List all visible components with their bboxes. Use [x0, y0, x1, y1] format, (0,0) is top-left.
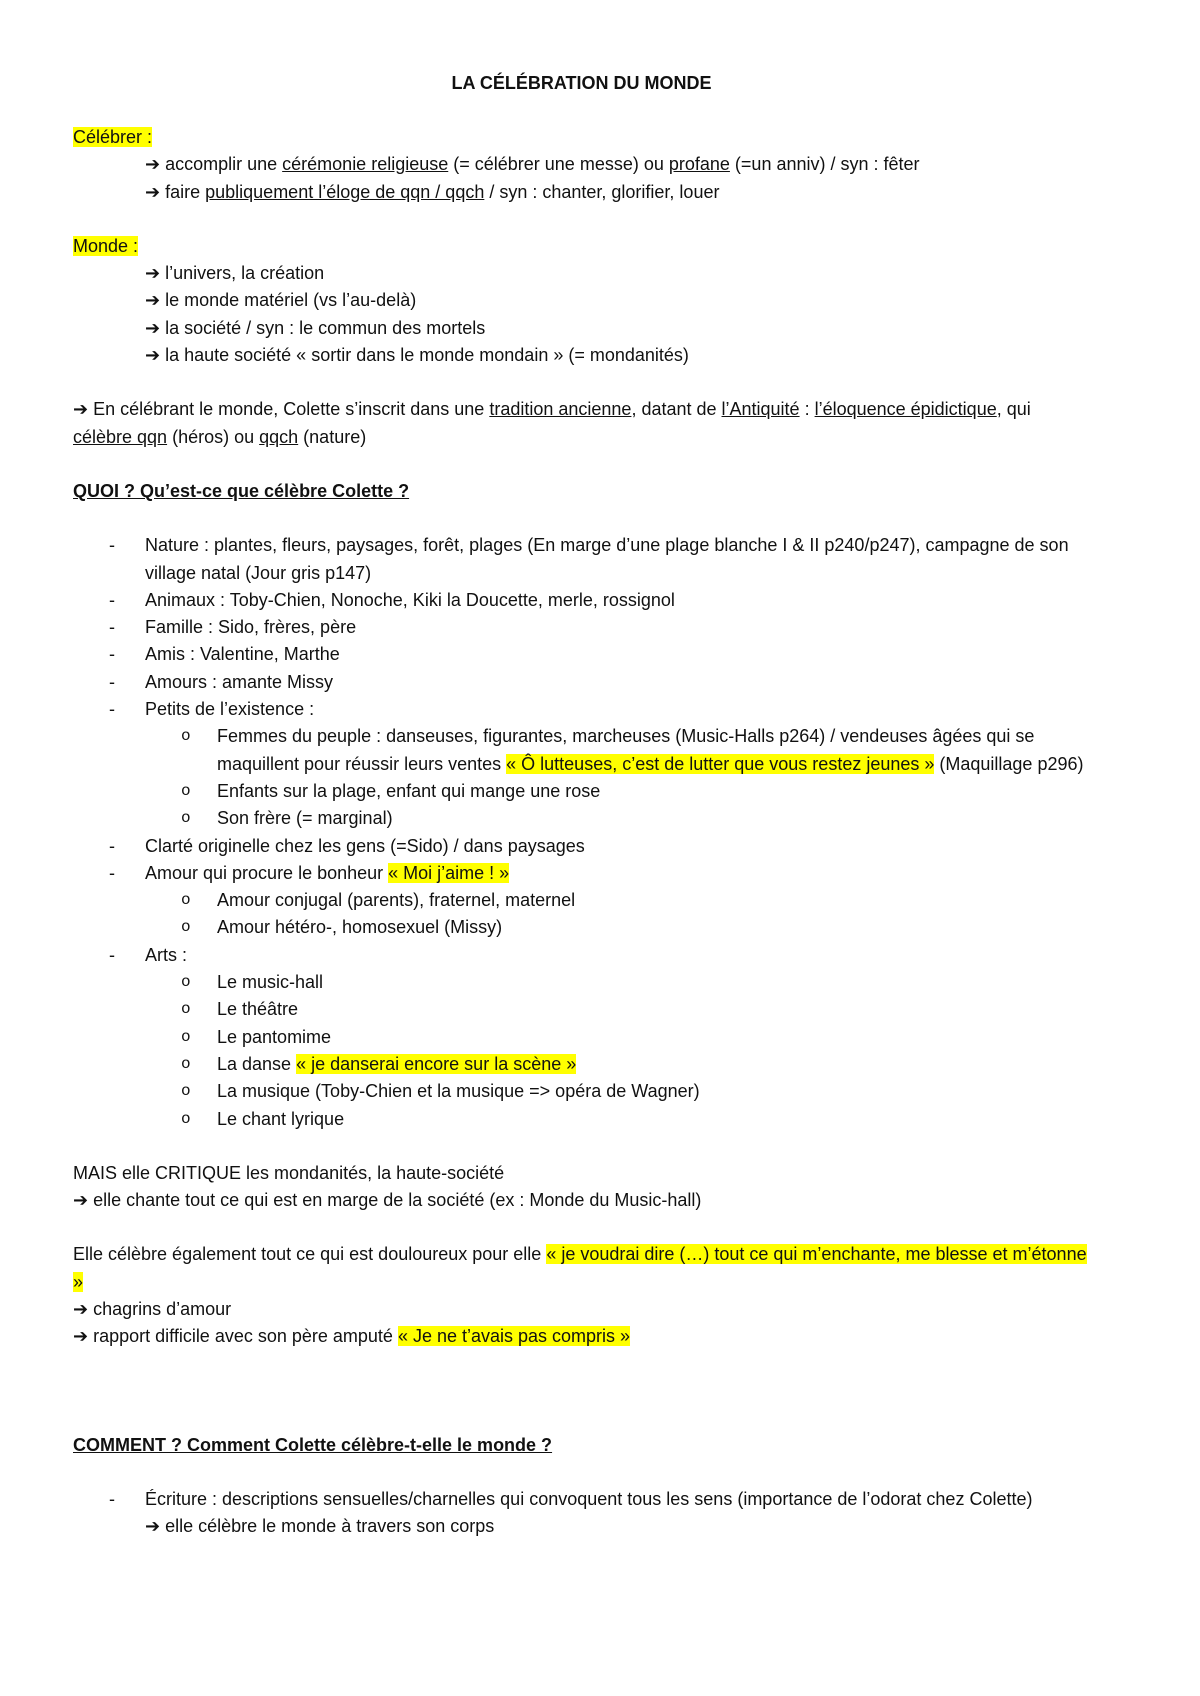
sublist-item: o La musique (Toby-Chien et la musique => opéra de Wagner): [145, 1078, 1090, 1105]
comment-list: [73, 1486, 1090, 1541]
list-item-arts: - Arts : o Le music-hall o Le théâtre o Le pantomime o La danse « je danserai encore sur la scène » o La musique (Toby-Chien et la musique => opéra de Wagner) o Le chant lyrique: [73, 942, 1090, 1133]
list-item-amours: - Amours : amante Missy: [73, 669, 1090, 696]
sublist-item-enfants: o Enfants sur la plage, enfant qui mange une rose: [145, 778, 1090, 805]
monde-label: Monde :: [73, 235, 139, 256]
section-heading-quoi: QUOI ? Qu’est-ce que célèbre Colette ?: [73, 480, 410, 501]
arrow-icon: ➔: [145, 317, 161, 338]
douleur-paragraph: Elle célèbre également tout ce qui est douloureux pour elle « je voudrai dire (…) tout ce qui m’enchante, me blesse et m’étonne »: [73, 1244, 1087, 1292]
arrow-icon: ➔: [145, 154, 161, 175]
list-item-ecriture: - Écriture : descriptions sensuelles/charnelles qui convoquent tous les sens (importance de l’odorat chez Colette) ➔ elle célèbre le monde à travers son corps: [73, 1486, 1090, 1541]
arrow-icon: ➔: [145, 1516, 161, 1537]
document-title: LA CÉLÉBRATION DU MONDE: [451, 73, 712, 93]
celebrer-label: Célébrer :: [73, 127, 153, 147]
arrow-icon: ➔: [145, 263, 161, 284]
arrow-icon: ➔: [73, 399, 89, 420]
sublist-item: o Le théâtre: [145, 996, 1090, 1023]
monde-def-1: ➔ l’univers, la création: [145, 263, 325, 284]
arrow-icon: ➔: [73, 1298, 89, 1319]
monde-def-3: ➔ la société / syn : le commun des mortels: [145, 317, 486, 338]
list-item-animaux: - Animaux : Toby-Chien, Nonoche, Kiki la Doucette, merle, rossignol: [73, 587, 1090, 614]
sublist-item: o La danse « je danserai encore sur la scène »: [145, 1051, 1090, 1078]
monde-label-line: [73, 233, 1090, 260]
arrow-icon: ➔: [73, 1190, 89, 1211]
list-item-clarte: - Clarté originelle chez les gens (=Sido) / dans paysages: [73, 833, 1090, 860]
douleur-arrow-1: ➔ chagrins d’amour: [73, 1298, 232, 1319]
quoi-list: [73, 532, 1090, 1133]
sublist-item-frere: o Son frère (= marginal): [145, 805, 1090, 832]
celebrer-def-1: ➔ accomplir une cérémonie religieuse (= célébrer une messe) ou profane (=un anniv) / syn : fêter: [145, 154, 920, 175]
sublist-item-femmes: o Femmes du peuple : danseuses, figurantes, marcheuses (Music-Halls p264) / vendeuses âgées qui se maquillent pour réussir leurs ventes « Ô lutteuses, c’est de lutter que vous restez jeunes » (Maquillage p296): [145, 723, 1090, 778]
sublist-item: o Le pantomime: [145, 1024, 1090, 1051]
sublist-item: o Le chant lyrique: [145, 1106, 1090, 1133]
list-item-petits: - Petits de l’existence : o Femmes du peuple : danseuses, figurantes, marcheuses (Music-Halls p264) / vendeuses âgées qui se maquillent pour réussir leurs ventes « Ô lutteuses, c’est de lutter que vous restez jeunes » (Maquillage p296) o Enfants sur la plage, enfant qui mange une rose o Son frère (= marginal): [73, 696, 1090, 832]
monde-def-4: ➔ la haute société « sortir dans le monde mondain » (= mondanités): [145, 345, 689, 366]
petits-sublist: [145, 723, 1090, 832]
douleur-arrow-2: ➔ rapport difficile avec son père amputé « Je ne t’avais pas compris »: [73, 1326, 631, 1347]
arrow-icon: ➔: [73, 1326, 89, 1347]
comment-arrow-line: ➔ elle célèbre le monde à travers son corps: [145, 1516, 495, 1537]
intro-paragraph: ➔ En célébrant le monde, Colette s’inscrit dans une tradition ancienne, datant de l’Antiquité : l’éloquence épidictique, qui célèbre qqn (héros) ou qqch (nature): [73, 399, 1031, 447]
arrow-icon: ➔: [145, 181, 161, 202]
arrow-icon: ➔: [145, 345, 161, 366]
list-item-famille: - Famille : Sido, frères, père: [73, 614, 1090, 641]
sublist-item: o Amour hétéro-, homosexuel (Missy): [145, 914, 1090, 941]
amour-sublist: [145, 887, 1090, 942]
monde-def-2: ➔ le monde matériel (vs l’au-delà): [145, 290, 417, 311]
arts-sublist: [145, 969, 1090, 1133]
sublist-item: o Le music-hall: [145, 969, 1090, 996]
list-item-nature: - Nature : plantes, fleurs, paysages, forêt, plages (En marge d’une plage blanche I & II p240/p247), campagne de son village natal (Jour gris p147): [73, 532, 1090, 587]
mais-line: MAIS elle CRITIQUE les mondanités, la haute-société: [73, 1162, 505, 1183]
list-item-amis: - Amis : Valentine, Marthe: [73, 641, 1090, 668]
section-heading-comment: COMMENT ? Comment Colette célèbre-t-elle le monde ?: [73, 1434, 553, 1455]
list-item-amour: - Amour qui procure le bonheur « Moi j’aime ! » o Amour conjugal (parents), fraternel, maternel o Amour hétéro-, homosexuel (Missy): [73, 860, 1090, 942]
celebrer-def-2: ➔ faire publiquement l’éloge de qqn / qqch / syn : chanter, glorifier, louer: [145, 181, 720, 202]
arrow-icon: ➔: [145, 290, 161, 311]
mais-arrow-line: ➔ elle chante tout ce qui est en marge de la société (ex : Monde du Music-hall): [73, 1190, 702, 1211]
celebrer-label-line: [73, 124, 1090, 151]
sublist-item: o Amour conjugal (parents), fraternel, maternel: [145, 887, 1090, 914]
